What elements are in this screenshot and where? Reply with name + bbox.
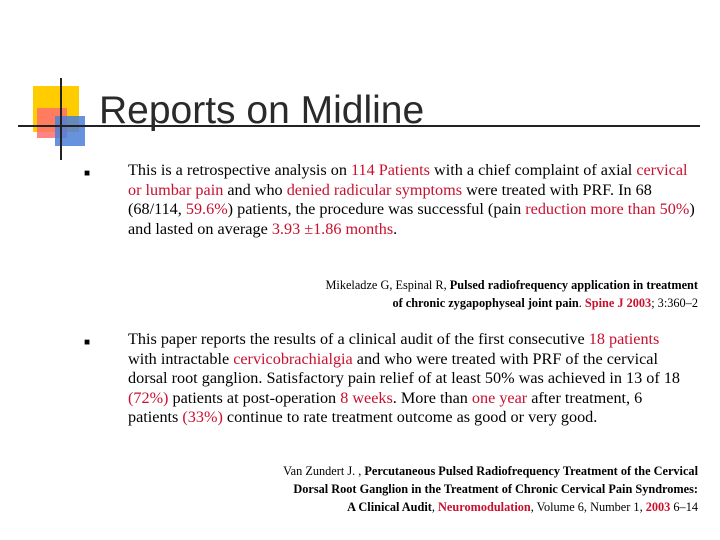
- slide-title: Reports on Midline: [99, 89, 425, 132]
- citation-1: Mikeladze G, Espinal R, Pulsed radiofrequency application in treatment of chronic zygapophyseal joint pain. Spine J 2003; 3:360–2: [325, 278, 698, 310]
- title-decoration-vertical-line: [60, 78, 62, 160]
- citation-2: Van Zundert J. , Percutaneous Pulsed Radiofrequency Treatment of the Cervical Dorsal Root Ganglion in the Treatment of Chronic Cervical Pain Syndromes: A Clinical Audit, Neuromodulation, Volume 6, Number 1, 2003 6–14: [283, 464, 698, 514]
- bullet-text-2: This paper reports the results of a clinical audit of the first consecutive 18 patients with intractable cervicobrachialgia and who were treated with PRF of the cervical dorsal root ganglion. Satisfactory pain relief of at least 50% was achieved in 13 of 18 (72%) patients at post-operation 8 weeks. More than one year after treatment, 6 patients (33%) continue to rate treatment outcome as good or very good.: [128, 330, 681, 426]
- bullet-text-1: This is a retrospective analysis on 114 Patients with a chief complaint of axial cervical or lumbar pain and who denied radicular symptoms were treated with PRF. In 68 (68/114, 59.6%) patients, the procedure was successful (pain reduction more than 50%) and lasted on average 3.93 ±1.86 months.: [128, 161, 695, 238]
- bullet-square-icon: ■: [84, 337, 91, 348]
- bullet-square-icon: ■: [84, 168, 91, 179]
